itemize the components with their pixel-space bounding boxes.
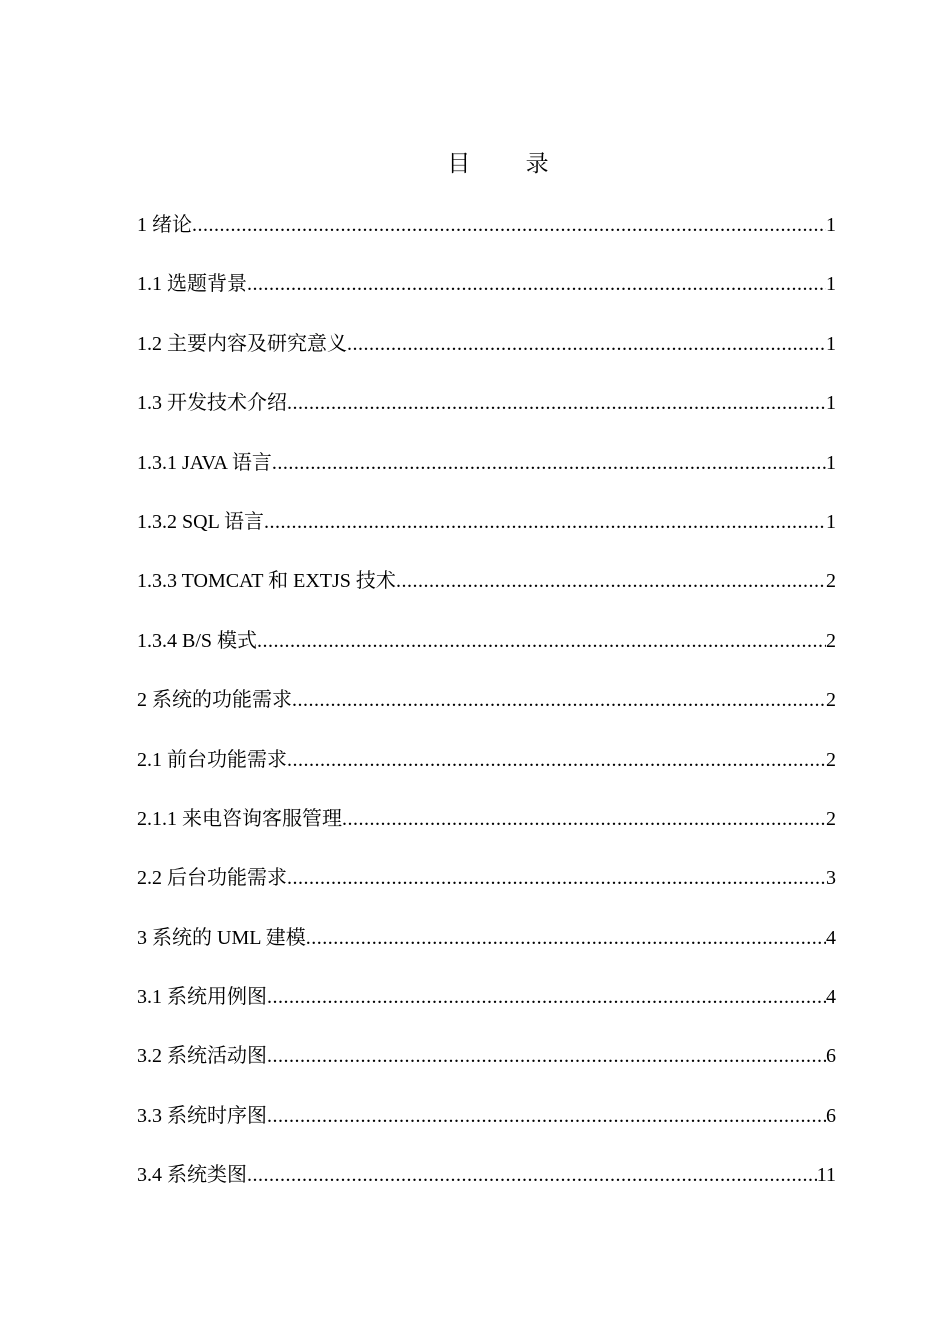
toc-entry-label: 3.1 系统用例图	[137, 986, 267, 1009]
toc-dot-leader	[287, 858, 826, 898]
toc-entry-label: 1.3.3 TOMCAT 和 EXTJS 技术	[137, 570, 396, 593]
toc-list	[137, 205, 836, 1215]
toc-entry-label: 3 系统的 UML 建模	[137, 926, 306, 949]
toc-entry[interactable]	[137, 561, 836, 620]
toc-entry-page: 6	[826, 1045, 836, 1068]
toc-dot-leader	[287, 383, 826, 423]
toc-dot-leader	[396, 561, 826, 601]
toc-dot-leader	[247, 264, 826, 304]
toc-dot-leader	[264, 502, 826, 542]
toc-entry-page: 4	[826, 986, 836, 1009]
toc-dot-leader	[287, 740, 826, 780]
toc-title: 目 录	[447, 151, 573, 177]
toc-entry[interactable]	[137, 383, 836, 442]
toc-dot-leader	[342, 799, 826, 839]
toc-entry[interactable]	[137, 1096, 836, 1155]
toc-dot-leader	[272, 443, 826, 483]
toc-entry-page: 1	[826, 451, 836, 474]
toc-entry-page: 2	[826, 570, 836, 593]
toc-entry-label: 1.3.2 SQL 语言	[137, 510, 265, 533]
toc-entry-page: 11	[816, 1164, 836, 1187]
toc-entry[interactable]	[137, 264, 836, 323]
toc-entry-page: 2	[826, 629, 836, 652]
toc-dot-leader	[267, 977, 826, 1017]
toc-entry[interactable]	[137, 443, 836, 502]
toc-entry-page: 3	[826, 867, 836, 890]
toc-entry[interactable]	[137, 858, 836, 917]
toc-entry[interactable]	[137, 977, 836, 1036]
toc-entry-label: 1.2 主要内容及研究意义	[137, 332, 347, 355]
toc-entry-page: 6	[826, 1104, 836, 1127]
toc-dot-leader	[257, 621, 826, 661]
toc-entry-label: 1.3 开发技术介绍	[137, 392, 287, 415]
toc-entry[interactable]	[137, 918, 836, 977]
toc-entry-label: 3.4 系统类图	[137, 1164, 247, 1187]
toc-entry-page: 1	[826, 332, 836, 355]
toc-entry-page: 2	[826, 748, 836, 771]
toc-entry-label: 1 绪论	[137, 214, 192, 236]
toc-entry-page: 1	[826, 214, 836, 236]
toc-entry[interactable]	[137, 799, 836, 858]
toc-dot-leader	[267, 1036, 826, 1076]
toc-entry-label: 3.2 系统活动图	[137, 1045, 267, 1068]
toc-entry-page: 1	[826, 392, 836, 415]
toc-entry[interactable]	[137, 680, 836, 739]
toc-dot-leader	[347, 324, 826, 364]
toc-entry-page: 2	[826, 807, 836, 830]
toc-entry-page: 1	[826, 510, 836, 533]
toc-entry[interactable]	[137, 324, 836, 383]
toc-entry-label: 2.2 后台功能需求	[137, 867, 287, 890]
toc-entry-label: 2.1.1 来电咨询客服管理	[137, 807, 342, 830]
toc-dot-leader	[292, 680, 826, 720]
toc-dot-leader	[192, 205, 826, 245]
toc-dot-leader	[267, 1096, 826, 1136]
toc-entry[interactable]	[137, 621, 836, 680]
toc-dot-leader	[306, 918, 826, 958]
toc-dot-leader	[247, 1155, 817, 1195]
toc-entry-page: 4	[826, 926, 836, 949]
toc-entry-label: 1.3.4 B/S 模式	[137, 629, 258, 652]
toc-entry[interactable]	[137, 1036, 836, 1095]
toc-entry[interactable]	[137, 1155, 836, 1214]
toc-entry-label: 2.1 前台功能需求	[137, 748, 287, 771]
toc-entry[interactable]	[137, 205, 836, 264]
toc-entry-page: 2	[826, 689, 836, 712]
toc-entry-label: 1.1 选题背景	[137, 273, 247, 296]
toc-entry[interactable]	[137, 740, 836, 799]
toc-entry-label: 2 系统的功能需求	[137, 689, 292, 712]
toc-entry-page: 1	[826, 273, 836, 296]
toc-entry-label: 3.3 系统时序图	[137, 1104, 267, 1127]
toc-entry[interactable]	[137, 502, 836, 561]
toc-entry-label: 1.3.1 JAVA 语言	[137, 451, 272, 474]
